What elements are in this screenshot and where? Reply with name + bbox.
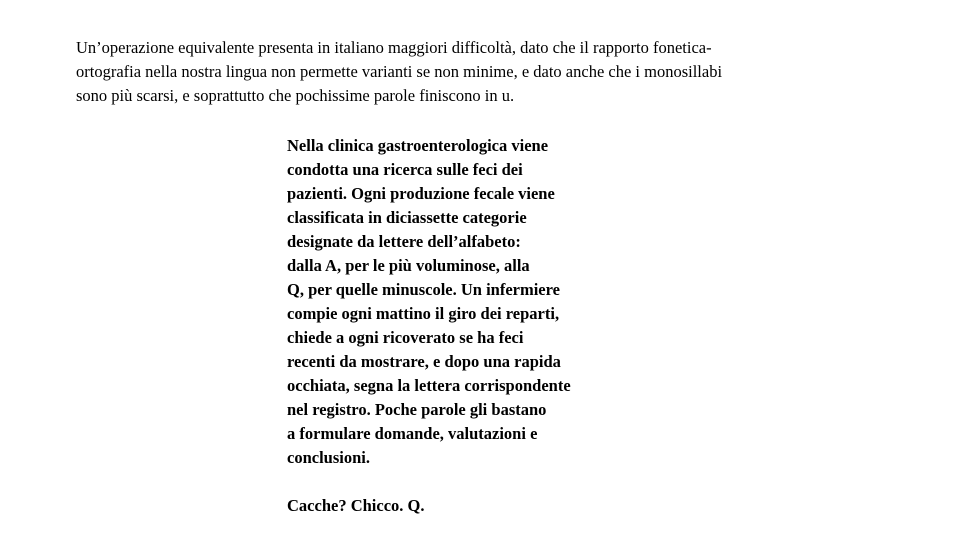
intro-line: sono più scarsi, e soprattutto che pochissime parole finiscono in u.	[76, 86, 515, 105]
quote-line: recenti da mostrare, e dopo una rapida	[287, 352, 561, 371]
intro-line: ortografia nella nostra lingua non permette varianti se non minime, e dato anche che i monosillabi	[76, 62, 723, 81]
quote-line: occhiata, segna la lettera corrispondente	[287, 376, 571, 395]
quote-line: nel registro. Poche parole gli bastano	[287, 400, 547, 419]
quote-line: a formulare domande, valutazioni e	[287, 424, 538, 443]
punchline: Cacche? Chicco. Q.	[287, 496, 425, 515]
quote-line: compie ogni mattino il giro dei reparti,	[287, 304, 560, 323]
quote-line: Nella clinica gastroenterologica viene	[287, 136, 549, 155]
quote-line: designate da lettere dell’alfabeto:	[287, 232, 521, 251]
quote-line: pazienti. Ogni produzione fecale viene	[287, 184, 555, 203]
quoted-passage	[287, 134, 687, 470]
intro-line: Un’operazione equivalente presenta in italiano maggiori difficoltà, dato che il rapporto fonetica-	[76, 38, 712, 57]
quote-line: dalla A, per le più voluminose, alla	[287, 256, 530, 275]
quote-line: conclusioni.	[287, 448, 370, 467]
intro-paragraph	[76, 36, 876, 108]
quote-line: chiede a ogni ricoverato se ha feci	[287, 328, 524, 347]
quote-line: classificata in diciassette categorie	[287, 208, 527, 227]
quote-line: condotta una ricerca sulle feci dei	[287, 160, 523, 179]
quote-line: Q, per quelle minuscole. Un infermiere	[287, 280, 560, 299]
